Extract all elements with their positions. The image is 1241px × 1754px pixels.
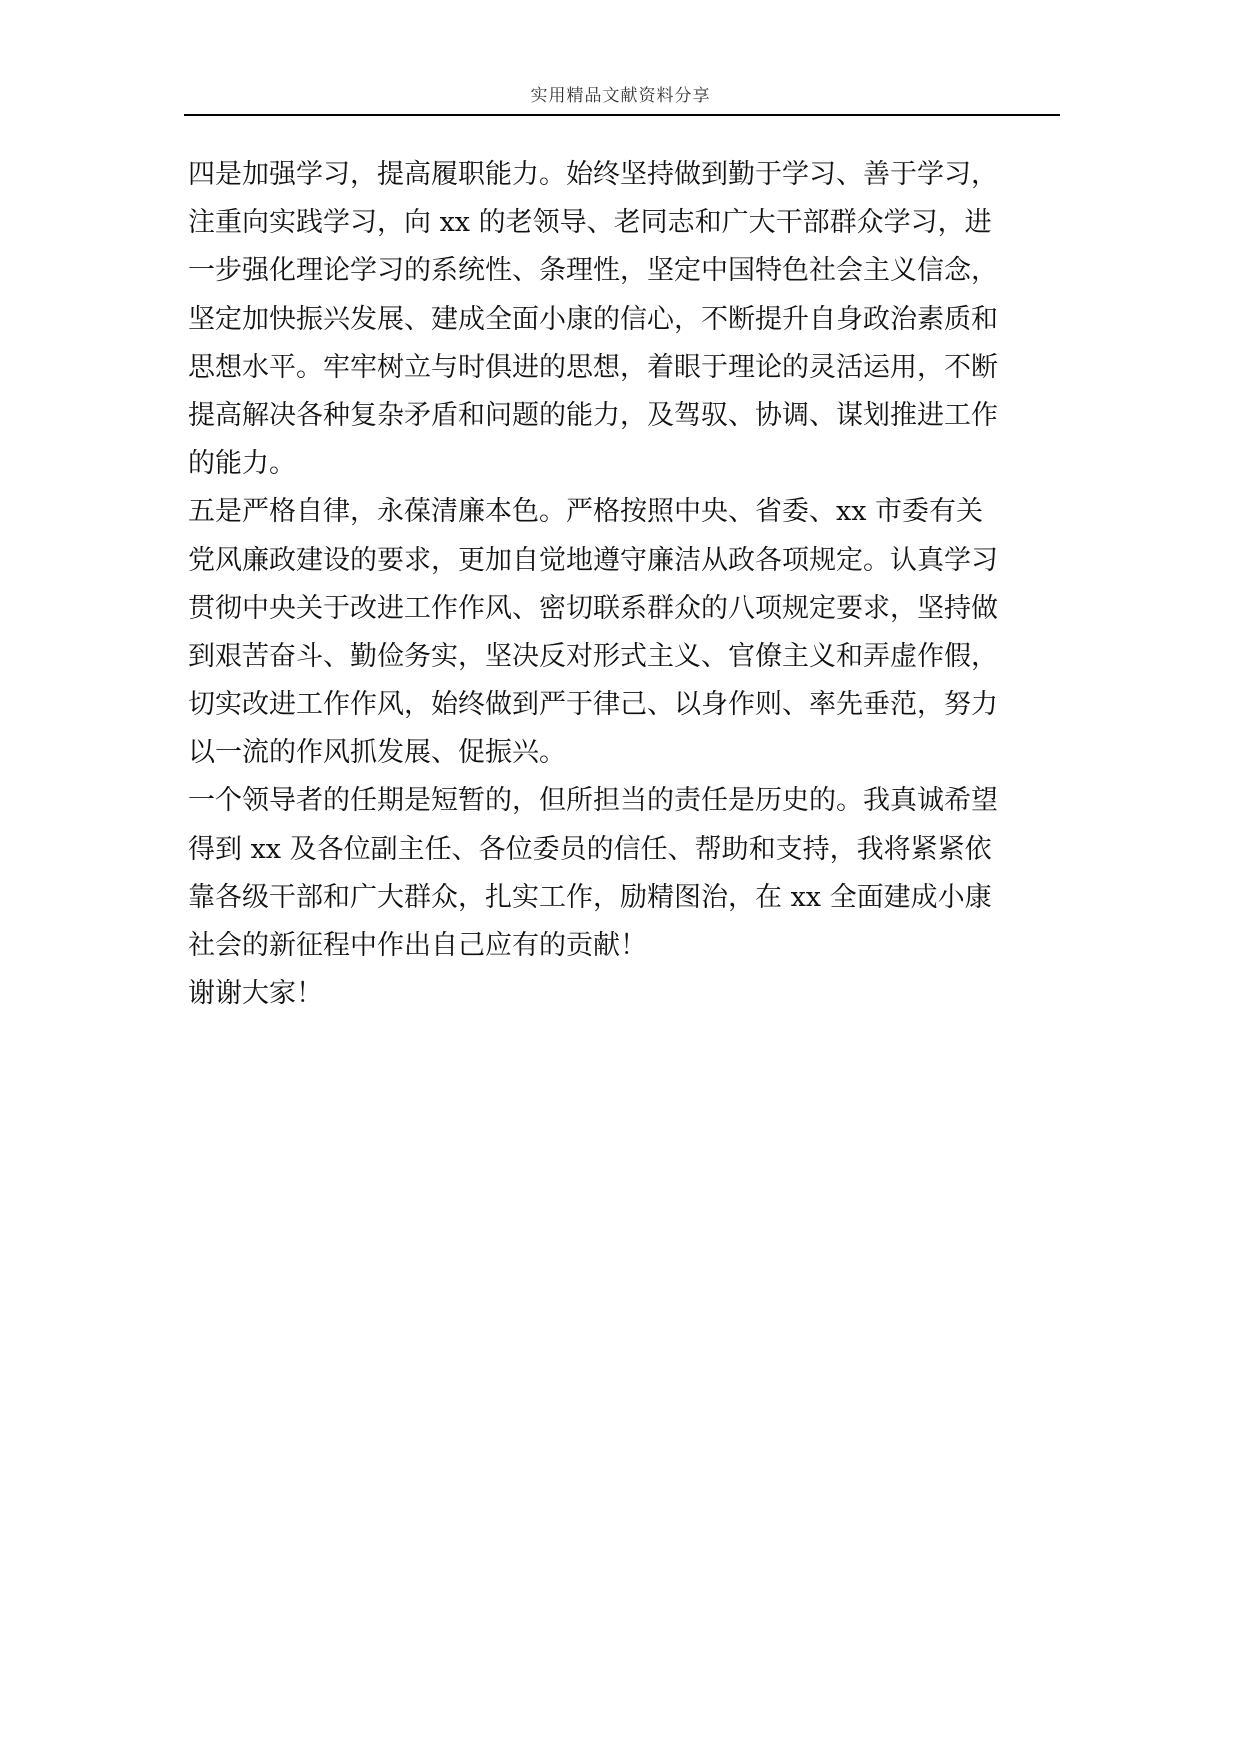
page-header-title: 实用精品文献资料分享 <box>530 86 711 106</box>
body-line: 得到 xx 及各位副主任、各位委员的信任、帮助和支持，我将紧紧依 <box>188 833 992 865</box>
body-line: 靠各级干部和广大群众，扎实工作，励精图治，在 xx 全面建成小康 <box>188 881 992 913</box>
body-line: 到艰苦奋斗、勤俭务实，坚决反对形式主义、官僚主义和弄虚作假， <box>188 640 998 672</box>
body-line: 谢谢大家！ <box>188 978 323 1010</box>
body-line: 四是加强学习，提高履职能力。始终坚持做到勤于学习、善于学习， <box>188 159 998 190</box>
body-line: 贯彻中央关于改进工作作风、密切联系群众的八项规定要求，坚持做 <box>188 592 998 624</box>
body-line: 五是严格自律，永葆清廉本色。严格按照中央、省委、xx 市委有关 <box>188 496 984 528</box>
body-line: 社会的新征程中作出自己应有的贡献！ <box>188 930 647 961</box>
body-line: 坚定加快振兴发展、建成全面小康的信心，不断提升自身政治素质和 <box>188 303 998 335</box>
document-body <box>188 151 1048 1018</box>
body-line: 一个领导者的任期是短暂的，但所担当的责任是历史的。我真诚希望 <box>188 785 998 817</box>
body-line: 以一流的作风抓发展、促振兴。 <box>188 737 566 769</box>
header-divider <box>184 114 1060 116</box>
body-line: 一步强化理论学习的系统性、条理性，坚定中国特色社会主义信念， <box>188 255 998 287</box>
body-line: 提高解决各种复杂矛盾和问题的能力，及驾驭、协调、谋划推进工作 <box>188 399 998 431</box>
body-line: 注重向实践学习，向 xx 的老领导、老同志和广大干部群众学习，进 <box>188 207 992 239</box>
body-line: 党风廉政建设的要求，更加自觉地遵守廉洁从政各项规定。认真学习 <box>188 544 998 576</box>
body-line: 的能力。 <box>188 448 296 480</box>
body-line: 切实改进工作作风，始终做到严于律己、以身作则、率先垂范，努力 <box>188 689 998 721</box>
body-line: 思想水平。牢牢树立与时俱进的思想，着眼于理论的灵活运用，不断 <box>188 351 998 383</box>
